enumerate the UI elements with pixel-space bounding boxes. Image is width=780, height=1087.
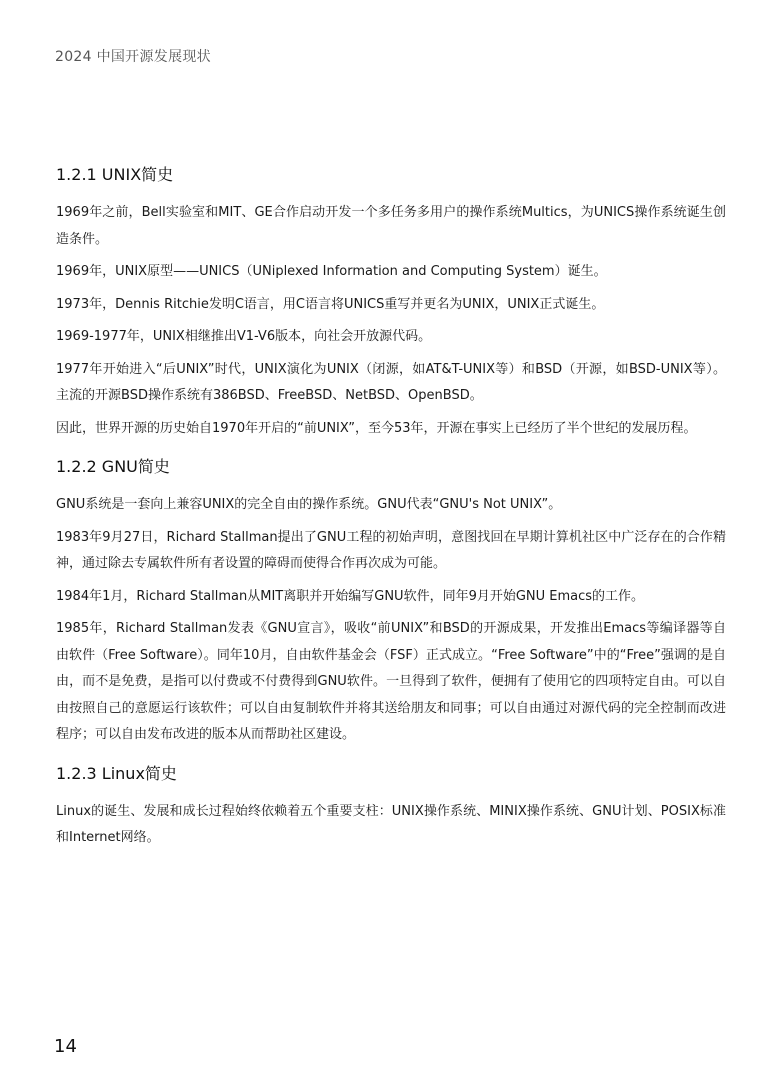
paragraph: GNU系统是一套向上兼容UNIX的完全自由的操作系统。GNU代表“GNU's Not UNIX”。 xyxy=(56,497,562,512)
paragraph: 1969-1977年，UNIX相继推出V1-V6版本，向社会开放源代码。 xyxy=(56,329,432,344)
running-header: 2024 中国开源发展现状 xyxy=(55,49,211,65)
paragraph: 1969年，UNIX原型——UNICS（UNiplexed Information and Computing System）诞生。 xyxy=(56,264,607,279)
section-heading: 1.2.2 GNU简史 xyxy=(56,457,170,476)
page-number: 14 xyxy=(54,1036,77,1057)
section-unix-history xyxy=(56,160,726,442)
page-content xyxy=(56,160,726,858)
section-linux-history xyxy=(56,759,726,852)
paragraph: Linux的诞生、发展和成长过程始终依赖着五个重要支柱：UNIX操作系统、MINIX操作系统、GNU计划、POSIX标准和Internet网络。 xyxy=(56,803,726,845)
paragraph: 1984年1月，Richard Stallman从MIT离职并开始编写GNU软件，同年9月开始GNU Emacs的工作。 xyxy=(56,588,645,604)
section-heading: 1.2.1 UNIX简史 xyxy=(56,165,174,184)
paragraph: 1977年开始进入“后UNIX”时代，UNIX演化为UNIX（闭源，如AT&T-UNIX等）和BSD（开源，如BSD-UNIX等）。主流的开源BSD操作系统有386BSD、FreeBSD、NetBSD、OpenBSD。 xyxy=(56,361,726,403)
paragraph: 1969年之前，Bell实验室和MIT、GE合作启动开发一个多任务多用户的操作系统Multics，为UNICS操作系统诞生创造条件。 xyxy=(56,205,726,247)
paragraph: 1973年，Dennis Ritchie发明C语言，用C语言将UNICS重写并更名为UNIX，UNIX正式诞生。 xyxy=(56,296,605,312)
paragraph: 因此，世界开源的历史始自1970年开启的“前UNIX”，至今53年，开源在事实上已经历了半个世纪的发展历程。 xyxy=(56,420,697,436)
section-heading: 1.2.3 Linux简史 xyxy=(56,763,177,783)
paragraph: 1983年9月27日，Richard Stallman提出了GNU工程的初始声明，意图找回在早期计算机社区中广泛存在的合作精神，通过除去专属软件所有者设置的障碍而使得合作再次成为可能。 xyxy=(56,529,726,571)
paragraph: 1985年，Richard Stallman发表《GNU宣言》，吸收“前UNIX”和BSD的开源成果，开发推出Emacs等编译器等自由软件（Free Software）。同年10月，自由软件基金会（FSF）正式成立。“Free Software”中的“Free”强调的是自由，而不是免费，是指可以付费或不付费得到GNU软件。一旦得到了软件，便拥有了使用它的四项特定自由。可以自由按照自己的意愿运行该软件；可以自由复制软件并将其送给朋友和同事；可以自由通过对源代码的完全控制而改进程序；可以自由发布改进的版本从而帮助社区建设。 xyxy=(56,621,726,742)
section-gnu-history xyxy=(56,452,726,749)
